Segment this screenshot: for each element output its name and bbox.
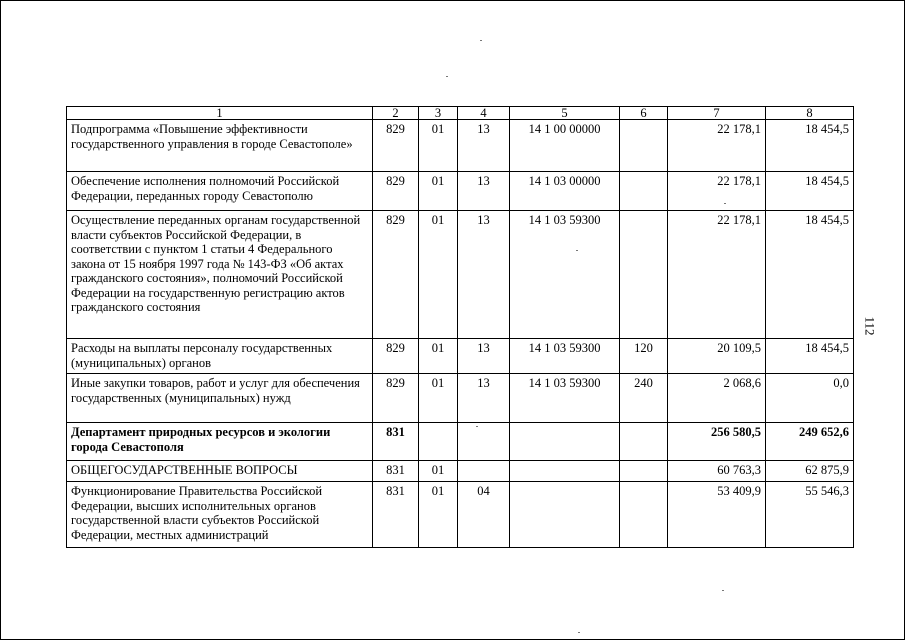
gl-code-cell: 829 [373,374,419,423]
scan-speck [722,590,724,591]
section-code-cell: 01 [419,374,458,423]
amount-col7-cell: 22 178,1 [668,211,766,339]
header-cell: 2 [373,107,419,120]
amount-col7-cell: 256 580,5 [668,423,766,461]
table-row [67,120,854,172]
expense-type-cell: 120 [620,339,668,374]
row-name-cell: Подпрограмма «Повышение эффективности государственного управления в городе Севастополе» [67,120,373,172]
amount-col7-cell: 22 178,1 [668,120,766,172]
row-name-cell: Осуществление переданных органам государственной власти субъектов Российской Федерации, в соответствии с пунктом 1 статьи 4 Федерального закона от 15 ноября 1997 года № 143-ФЗ «Об актах гражданского состояния», полномочий Российской Федерации на государственную регистрацию актов гражданского состояния [67,211,373,339]
header-cell: 3 [419,107,458,120]
amount-col8-cell: 18 454,5 [766,120,854,172]
amount-col8-cell: 0,0 [766,374,854,423]
row-name-cell: Обеспечение исполнения полномочий Российской Федерации, переданных городу Севастополю [67,172,373,211]
table-body [67,107,854,548]
target-item-cell: 14 1 03 00000 [510,172,620,211]
subsection-code-cell: 04 [458,482,510,548]
amount-col7-cell: 2 068,6 [668,374,766,423]
amount-col7-cell: 20 109,5 [668,339,766,374]
amount-col8-cell: 18 454,5 [766,339,854,374]
amount-col8-cell: 62 875,9 [766,461,854,482]
table-row [67,482,854,548]
target-item-cell: 14 1 03 59300 [510,211,620,339]
expense-type-cell [620,423,668,461]
row-name-cell: Департамент природных ресурсов и экологии города Севастополя [67,423,373,461]
expense-type-cell [620,461,668,482]
amount-col8-cell: 18 454,5 [766,211,854,339]
target-item-cell: 14 1 03 59300 [510,339,620,374]
header-cell: 5 [510,107,620,120]
amount-col7-cell: 60 763,3 [668,461,766,482]
scan-speck [480,40,482,41]
section-code-cell: 01 [419,339,458,374]
gl-code-cell: 831 [373,423,419,461]
row-name-cell: ОБЩЕГОСУДАРСТВЕННЫЕ ВОПРОСЫ [67,461,373,482]
gl-code-cell: 829 [373,120,419,172]
table-row [67,339,854,374]
scan-speck [446,76,448,77]
scan-speck [476,426,478,427]
section-code-cell: 01 [419,482,458,548]
expense-type-cell [620,211,668,339]
table-row [67,374,854,423]
target-item-cell: 14 1 03 59300 [510,374,620,423]
page-number: 112 [862,316,878,336]
scan-speck [724,203,726,204]
scan-speck [578,632,580,633]
amount-col7-cell: 22 178,1 [668,172,766,211]
header-cell: 6 [620,107,668,120]
budget-table [66,106,854,548]
table-row [67,172,854,211]
header-cell: 4 [458,107,510,120]
target-item-cell: 14 1 00 00000 [510,120,620,172]
expense-type-cell [620,482,668,548]
expense-type-cell: 240 [620,374,668,423]
header-cell: 7 [668,107,766,120]
subsection-code-cell: 13 [458,339,510,374]
header-cell: 8 [766,107,854,120]
gl-code-cell: 831 [373,482,419,548]
expense-type-cell [620,172,668,211]
table-row [67,423,854,461]
subsection-code-cell: 13 [458,172,510,211]
expense-type-cell [620,120,668,172]
subsection-code-cell: 13 [458,211,510,339]
row-name-cell: Функционирование Правительства Российской Федерации, высших исполнительных органов государственной власти субъектов Российской Федерации, местных администраций [67,482,373,548]
section-code-cell: 01 [419,120,458,172]
target-item-cell [510,461,620,482]
subsection-code-cell: 13 [458,120,510,172]
header-cell: 1 [67,107,373,120]
subsection-code-cell: 13 [458,374,510,423]
gl-code-cell: 829 [373,339,419,374]
gl-code-cell: 829 [373,211,419,339]
amount-col8-cell: 249 652,6 [766,423,854,461]
amount-col8-cell: 18 454,5 [766,172,854,211]
section-code-cell: 01 [419,172,458,211]
amount-col8-cell: 55 546,3 [766,482,854,548]
gl-code-cell: 829 [373,172,419,211]
section-code-cell: 01 [419,211,458,339]
table-row [67,211,854,339]
subsection-code-cell [458,461,510,482]
table-header-row [67,107,854,120]
subsection-code-cell [458,423,510,461]
target-item-cell [510,423,620,461]
target-item-cell [510,482,620,548]
table-row [67,461,854,482]
section-code-cell: 01 [419,461,458,482]
amount-col7-cell: 53 409,9 [668,482,766,548]
scan-speck [576,250,578,251]
row-name-cell: Расходы на выплаты персоналу государственных (муниципальных) органов [67,339,373,374]
section-code-cell [419,423,458,461]
gl-code-cell: 831 [373,461,419,482]
row-name-cell: Иные закупки товаров, работ и услуг для обеспечения государственных (муниципальных) нужд [67,374,373,423]
